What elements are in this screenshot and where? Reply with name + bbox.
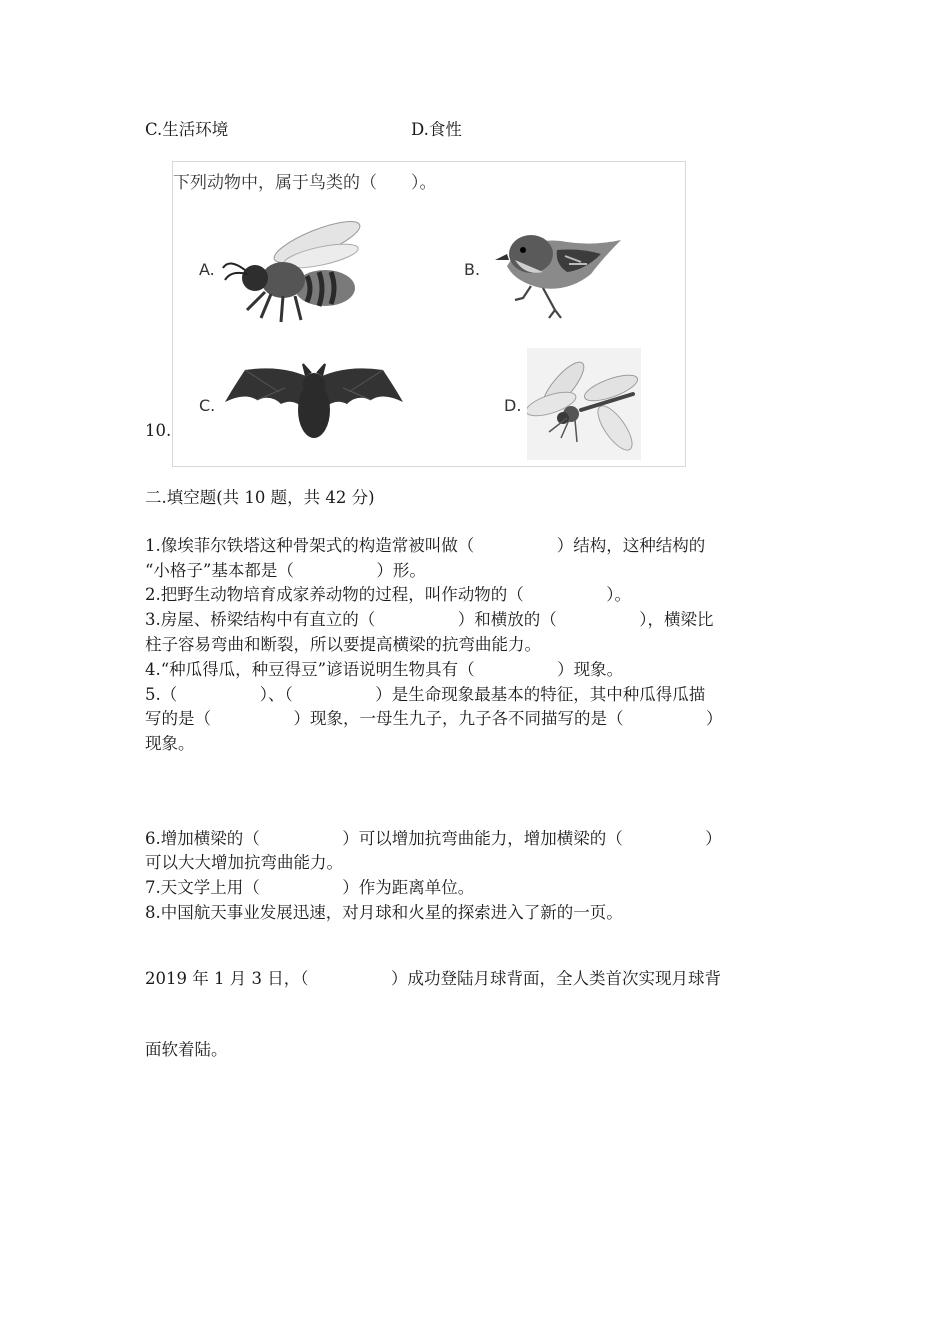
question-line: 2.把野生动物培育成家养动物的过程，叫作动物的（ ）。 [145,585,631,604]
option-d-label: D. [504,396,522,415]
option-a-label: A. [199,260,215,279]
question-line: 5.（ ）、（ ）是生命现象最基本的特征，其中种瓜得瓜描 [145,685,706,704]
question-number: 10. [145,421,172,440]
question-line: 4.“种瓜得瓜，种豆得豆”谚语说明生物具有（ ）现象。 [145,660,624,679]
question-line: 1.像埃菲尔铁塔这种骨架式的构造常被叫做（ ）结构，这种结构的 [145,536,706,555]
section-heading: 二.填空题(共 10 题，共 42 分) [145,488,375,507]
question-line: 3.房屋、桥梁结构中有直立的（ ）和横放的（ ），横梁比 [145,610,714,629]
option-b-label: B. [464,260,481,279]
sparrow-icon [485,214,627,326]
bee-icon [221,214,371,326]
question-line: 现象。 [145,734,195,753]
question-line: 柱子容易弯曲和断裂，所以要提高横梁的抗弯曲能力。 [145,635,541,654]
question-line: 2019 年 1 月 3 日，（ ）成功登陆月球背面，全人类首次实现月球背 [145,969,721,988]
figure-question-text: 下列动物中，属于鸟类的（ ）。 [173,173,437,193]
option-c-label: C. [199,396,216,415]
question-line: 6.增加横梁的（ ）可以增加抗弯曲能力，增加横梁的（ ） [145,829,722,848]
option-d-text: D.食性 [411,120,462,139]
question-figure [172,161,686,467]
question-line: 可以大大增加抗弯曲能力。 [145,853,343,872]
question-line: 7.天文学上用（ ）作为距离单位。 [145,878,475,897]
question-line: 8.中国航天事业发展迅速，对月球和火星的探索进入了新的一页。 [145,903,623,922]
dragonfly-icon [527,348,641,460]
bat-icon [223,358,405,450]
question-line: “小格子”基本都是（ ）形。 [145,561,426,580]
question-line: 写的是（ ）现象，一母生九子，九子各不同描写的是（ ） [145,709,723,728]
option-c-text: C.生活环境 [145,120,229,139]
question-line: 面软着陆。 [145,1040,228,1059]
